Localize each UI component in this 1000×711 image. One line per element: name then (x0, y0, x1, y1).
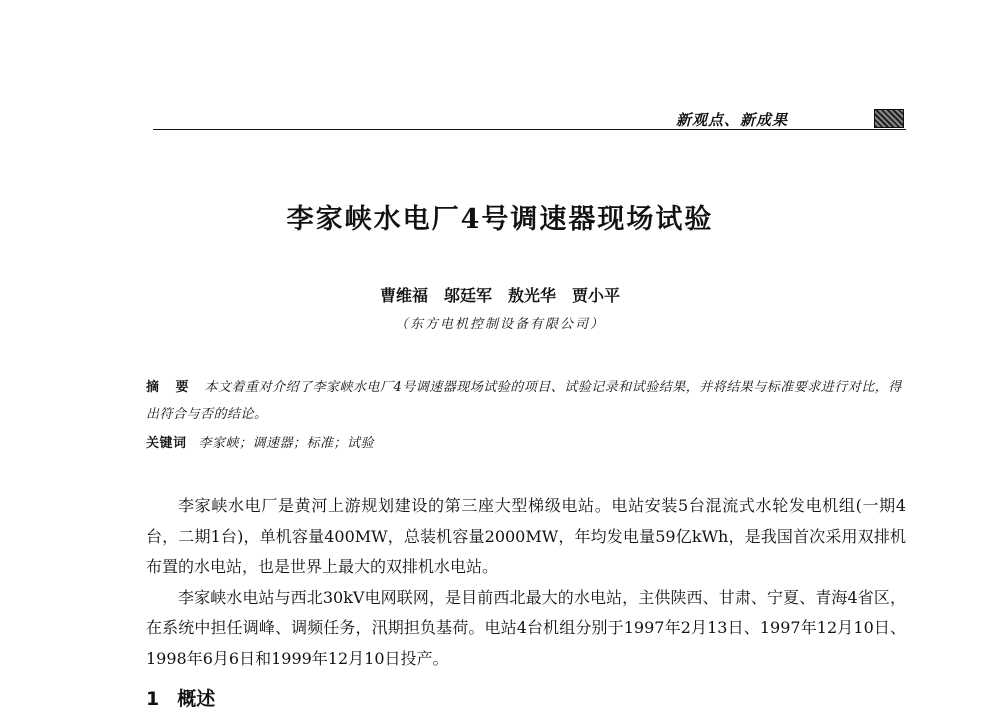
body-text (146, 491, 906, 674)
paragraph: 李家峡水电站与西北30kV电网联网，是目前西北最大的水电站，主供陕西、甘肃、宁夏、青海4省区，在系统中担任调峰、调频任务，汛期担负基荷。电站4台机组分别于1997年2月13日、1997年12月10日、1998年6月6日和1999年12月10日投产。 (146, 587, 906, 668)
authors: 曹维福 邬廷军 敖光华 贾小平 (379, 286, 620, 305)
section-number: 1 (146, 688, 160, 710)
paper-title: 李家峡水电厂4号调速器现场试验 (286, 204, 714, 235)
abstract-text: 本文着重对介绍了李家峡水电厂4号调速器现场试验的项目、试验记录和试验结果，并将结果与标准要求进行对比，得出符合与否的结论。 (146, 380, 902, 422)
abstract-label: 摘 要 (146, 380, 195, 395)
paragraph: 李家峡水电厂是黄河上游规划建设的第三座大型梯级电站。电站安装5台混流式水轮发电机组(一期4台，二期1台)，单机容量400MW，总装机容量2000MW，年均发电量59亿kWh，是我国首次采用双排机布置的水电站，也是世界上最大的双排机水电站。 (146, 496, 906, 576)
keywords-text: 李家峡；调速器；标准；试验 (198, 436, 375, 451)
affiliation: （东方电机控制设备有限公司） (394, 317, 605, 332)
header-rule (153, 129, 906, 130)
abstract (146, 374, 906, 428)
keywords (146, 430, 906, 457)
section-heading (146, 684, 215, 711)
section-title: 概述 (177, 688, 216, 710)
section-tag: 新观点、新成果 (676, 111, 789, 129)
keywords-label: 关键词 (146, 436, 187, 451)
section-tag-icon (874, 109, 904, 128)
